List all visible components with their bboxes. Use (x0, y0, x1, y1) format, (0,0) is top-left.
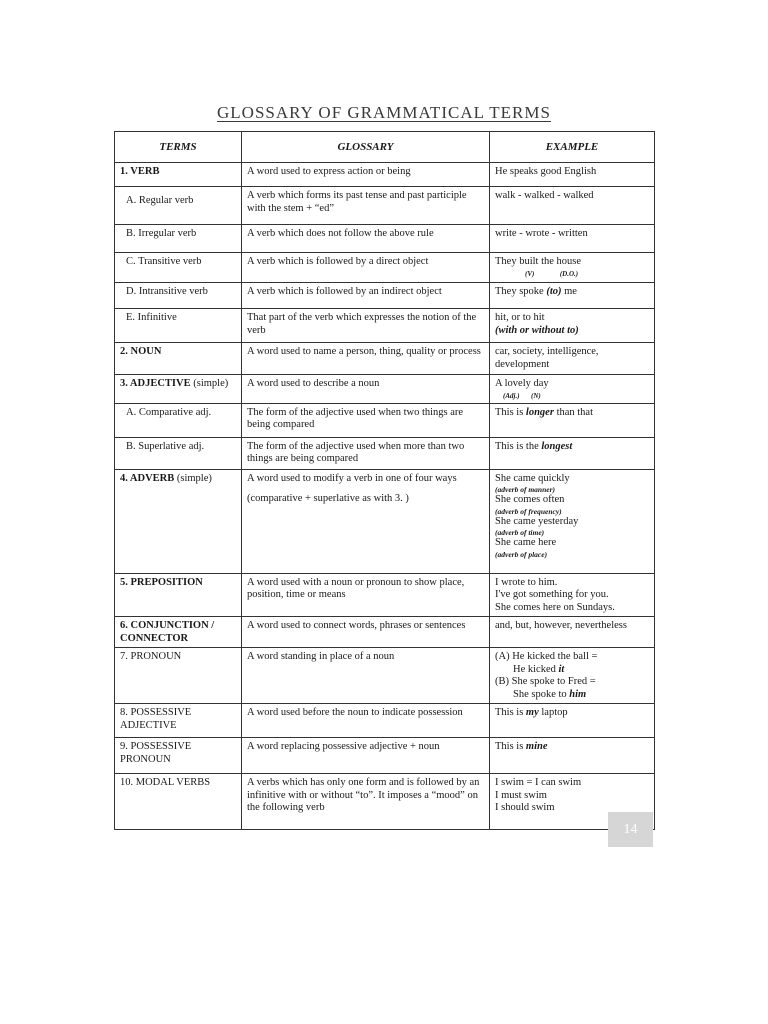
example-cell: car, society, intelligence, development (490, 343, 655, 375)
example-cell: and, but, however, nevertheless (490, 617, 655, 648)
term-main: 4. ADVERB (120, 472, 175, 484)
example-cell: walk - walked - walked (490, 187, 655, 225)
example-text: She came quickly (495, 472, 570, 484)
term-cell: C. Transitive verb (115, 253, 242, 283)
example-emphasis: (to) (546, 286, 562, 297)
example-cell (490, 375, 655, 404)
example-text: This is (495, 707, 526, 718)
table-row (115, 163, 655, 187)
table-row (115, 617, 655, 648)
example-cell (490, 253, 655, 283)
annotation (495, 269, 650, 279)
term-cell: 9. POSSESSIVE PRONOUN (115, 738, 242, 774)
glossary-text: A word used to modify a verb in one of four ways (247, 472, 457, 484)
example-emphasis: longest (541, 440, 573, 452)
term-cell: E. Infinitive (115, 309, 242, 343)
example-text: She came yesterday (495, 515, 579, 527)
example-text: I've got something for you. (495, 589, 609, 600)
glossary-cell: A verb which is followed by an indirect object (242, 283, 490, 309)
annotation-adjective: (Adj.) (503, 391, 520, 400)
example-text: They spoke (495, 286, 547, 297)
glossary-cell (242, 469, 490, 573)
glossary-note: (comparative + superlative as with 3. ) (247, 493, 409, 504)
term-qualifier: (simple) (190, 378, 229, 389)
example-text: They built the house (495, 256, 582, 267)
table-row (115, 187, 655, 225)
table-row (115, 648, 655, 704)
example-text: This is (495, 741, 526, 752)
term-cell: D. Intransitive verb (115, 283, 242, 309)
example-cell (490, 648, 655, 704)
example-emphasis: longer (525, 406, 554, 418)
table-row (115, 283, 655, 309)
example-text: She comes here on Sundays. (495, 601, 615, 613)
header-terms: TERMS (115, 132, 242, 163)
example-text (495, 689, 650, 702)
glossary-cell: A word used to express action or being (242, 163, 490, 187)
annotation-direct-object: (D.O.) (559, 269, 579, 278)
example-note: (adverb of manner) (495, 485, 555, 494)
glossary-cell: A word used to describe a noun (242, 375, 490, 404)
example-text: A lovely day (495, 378, 549, 389)
example-cell: write - wrote - written (490, 225, 655, 253)
table-header-row (115, 132, 655, 163)
term-main: 3. ADJECTIVE (120, 378, 191, 389)
glossary-cell: A word replacing possessive adjective + noun (242, 738, 490, 774)
term-cell: 10. MODAL VERBS (115, 774, 242, 830)
example-cell (490, 437, 655, 469)
glossary-cell: A word used before the noun to indicate possession (242, 704, 490, 738)
table-row (115, 738, 655, 774)
example-text: me (561, 286, 577, 297)
term-cell: 5. PREPOSITION (115, 573, 242, 617)
term-qualifier: (simple) (174, 472, 212, 484)
example-text-part: She spoke to (513, 688, 570, 700)
example-cell (490, 309, 655, 343)
term-cell (115, 469, 242, 573)
glossary-cell: The form of the adjective used when more than two things are being compared (242, 437, 490, 469)
example-cell (490, 738, 655, 774)
example-cell (490, 469, 655, 573)
example-text: I must swim (495, 789, 547, 801)
example-text: This is (495, 406, 526, 418)
example-text: I should swim (495, 802, 555, 813)
example-emphasis: it (558, 663, 565, 675)
page-title: GLOSSARY OF GRAMMATICAL TERMS (217, 103, 551, 122)
glossary-cell: A verb which forms its past tense and past participle with the stem + “ed” (242, 187, 490, 225)
example-cell (490, 573, 655, 617)
term-cell: A. Regular verb (115, 187, 242, 225)
table-row (115, 469, 655, 573)
table-row (115, 403, 655, 437)
glossary-cell: A word used to connect words, phrases or sentences (242, 617, 490, 648)
header-example: EXAMPLE (490, 132, 655, 163)
header-glossary: GLOSSARY (242, 132, 490, 163)
example-emphasis: mine (525, 741, 548, 752)
example-note: (adverb of frequency) (495, 506, 562, 516)
table-row (115, 573, 655, 617)
example-text: hit, or to hit (495, 312, 545, 323)
example-emphasis: him (569, 688, 587, 700)
glossary-table (114, 131, 655, 830)
term-cell: 7. PRONOUN (115, 648, 242, 704)
table-row (115, 343, 655, 375)
example-note: (adverb of time) (495, 528, 545, 537)
example-text: I wrote to him. (495, 576, 558, 588)
term-cell (115, 375, 242, 404)
example-text: I swim = I can swim (495, 777, 582, 788)
example-cell (490, 283, 655, 309)
table-row (115, 309, 655, 343)
example-cell: He speaks good English (490, 163, 655, 187)
glossary-cell: A word standing in place of a noun (242, 648, 490, 704)
example-emphasis: (with or without to) (495, 324, 579, 336)
glossary-cell: A word used to name a person, thing, quality or process (242, 343, 490, 375)
example-cell (490, 403, 655, 437)
example-cell (490, 704, 655, 738)
glossary-cell: That part of the verb which expresses the notion of the verb (242, 309, 490, 343)
term-cell: B. Superlative adj. (115, 437, 242, 469)
example-text: than that (553, 406, 594, 418)
example-text: laptop (538, 707, 568, 718)
example-text: She comes often (495, 494, 565, 505)
annotation-verb: (V) (525, 269, 535, 278)
example-text-part: He kicked (513, 663, 559, 675)
glossary-cell: A verb which is followed by a direct object (242, 253, 490, 283)
example-text (495, 664, 650, 677)
page-number: 14 (608, 812, 653, 847)
table-row (115, 774, 655, 830)
example-note: (adverb of place) (495, 549, 548, 559)
term-cell: 2. NOUN (115, 343, 242, 375)
annotation-noun: (N) (531, 391, 541, 400)
example-text: (A) He kicked the ball = (495, 651, 598, 662)
term-cell: B. Irregular verb (115, 225, 242, 253)
table-row (115, 225, 655, 253)
example-emphasis: my (525, 707, 539, 718)
table-row (115, 437, 655, 469)
example-text: This is the (495, 440, 542, 452)
table-row (115, 704, 655, 738)
term-cell: 8. POSSESSIVE ADJECTIVE (115, 704, 242, 738)
glossary-cell: A verb which does not follow the above rule (242, 225, 490, 253)
glossary-cell: The form of the adjective used when two things are being compared (242, 403, 490, 437)
table-row (115, 253, 655, 283)
glossary-cell: A word used with a noun or pronoun to show place, position, time or means (242, 573, 490, 617)
example-text: (B) She spoke to Fred = (495, 676, 596, 687)
table-row (115, 375, 655, 404)
term-cell: A. Comparative adj. (115, 403, 242, 437)
term-cell: 1. VERB (115, 163, 242, 187)
annotation (495, 391, 650, 401)
glossary-cell: A verbs which has only one form and is followed by an infinitive with or without “to”. It imposes a “mood” on the following verb (242, 774, 490, 830)
example-text: She came here (495, 537, 557, 548)
term-cell: 6. CONJUNCTION / CONNECTOR (115, 617, 242, 648)
